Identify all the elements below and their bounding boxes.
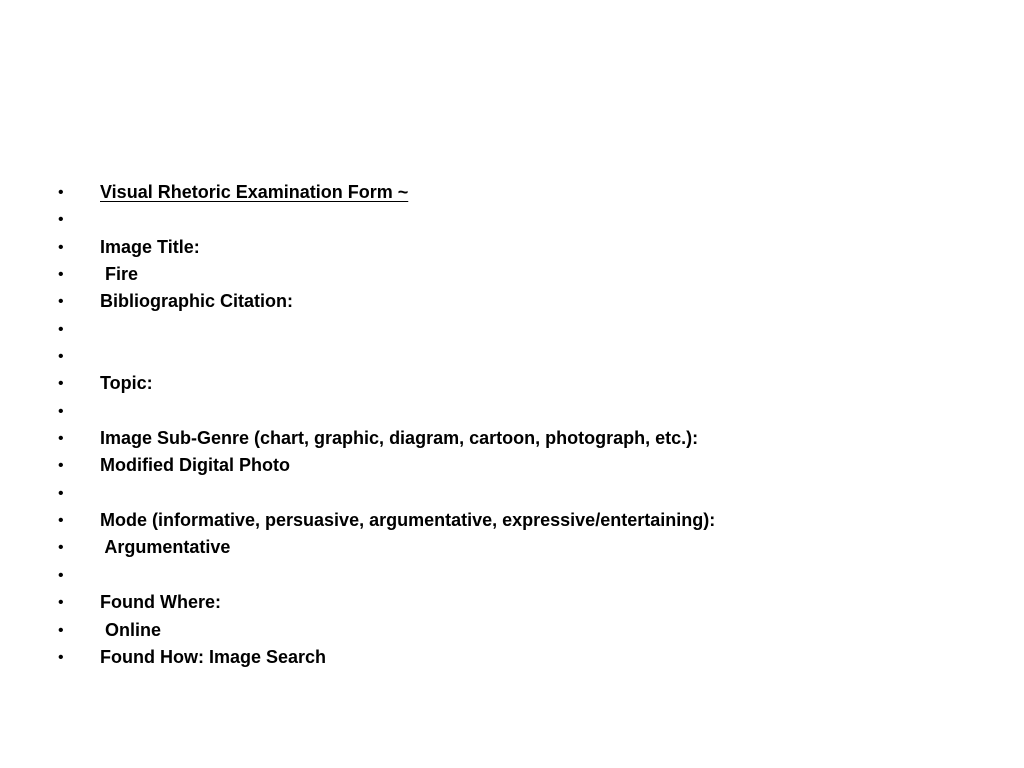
bullet-icon: • bbox=[58, 621, 64, 639]
bullet-list bbox=[58, 179, 716, 671]
bullet-item-empty bbox=[58, 206, 88, 233]
bullet-icon: • bbox=[58, 348, 64, 366]
bullet-item-empty bbox=[58, 562, 88, 589]
topic-label: Topic: bbox=[100, 373, 153, 394]
bullet-item-mode-label bbox=[58, 507, 716, 534]
subgenre-label: Image Sub-Genre (chart, graphic, diagram, cartoon, photograph, etc.): bbox=[100, 428, 699, 449]
image-title-value: Fire bbox=[100, 264, 139, 285]
found-where-label: Found Where: bbox=[100, 592, 221, 613]
bullet-icon: • bbox=[58, 184, 64, 201]
found-where-value: Online bbox=[100, 619, 162, 640]
bullet-item-found-how bbox=[58, 644, 327, 671]
image-title-label: Image Title: bbox=[100, 236, 200, 257]
bullet-item-empty bbox=[58, 480, 88, 507]
bullet-item-subgenre-label bbox=[58, 425, 699, 452]
bullet-icon: • bbox=[58, 457, 64, 475]
bullet-item-found-where-label bbox=[58, 589, 221, 616]
bullet-item-image-title-value bbox=[58, 261, 139, 288]
bullet-icon: • bbox=[58, 211, 64, 229]
bullet-icon: • bbox=[58, 539, 64, 557]
bullet-icon: • bbox=[58, 320, 64, 338]
bullet-icon: • bbox=[58, 648, 64, 666]
bullet-icon: • bbox=[58, 238, 64, 256]
bullet-icon: • bbox=[58, 484, 64, 502]
mode-value: Argumentative bbox=[100, 537, 231, 558]
citation-label: Bibliographic Citation: bbox=[100, 291, 293, 312]
bullet-icon: • bbox=[58, 512, 64, 530]
bullet-icon: • bbox=[58, 566, 64, 584]
bullet-item-empty bbox=[58, 316, 88, 343]
bullet-item-topic-label bbox=[58, 370, 153, 397]
bullet-item-form-title bbox=[58, 179, 409, 206]
bullet-icon: • bbox=[58, 402, 64, 420]
bullet-item-empty bbox=[58, 343, 88, 370]
bullet-icon: • bbox=[58, 430, 64, 448]
bullet-icon: • bbox=[58, 594, 64, 612]
found-how: Found How: Image Search bbox=[100, 646, 327, 667]
bullet-item-image-title-label bbox=[58, 234, 200, 261]
bullet-item-empty bbox=[58, 398, 88, 425]
bullet-icon: • bbox=[58, 375, 64, 393]
bullet-item-mode-value bbox=[58, 534, 231, 561]
form-title: Visual Rhetoric Examination Form ~ bbox=[100, 182, 409, 202]
bullet-item-found-where-value bbox=[58, 617, 162, 644]
mode-label: Mode (informative, persuasive, argumentative, expressive/entertaining): bbox=[100, 510, 716, 531]
subgenre-value: Modified Digital Photo bbox=[100, 455, 290, 476]
bullet-item-subgenre-value bbox=[58, 452, 290, 479]
bullet-icon: • bbox=[58, 293, 64, 311]
bullet-item-citation-label bbox=[58, 288, 293, 315]
bullet-icon: • bbox=[58, 266, 64, 284]
